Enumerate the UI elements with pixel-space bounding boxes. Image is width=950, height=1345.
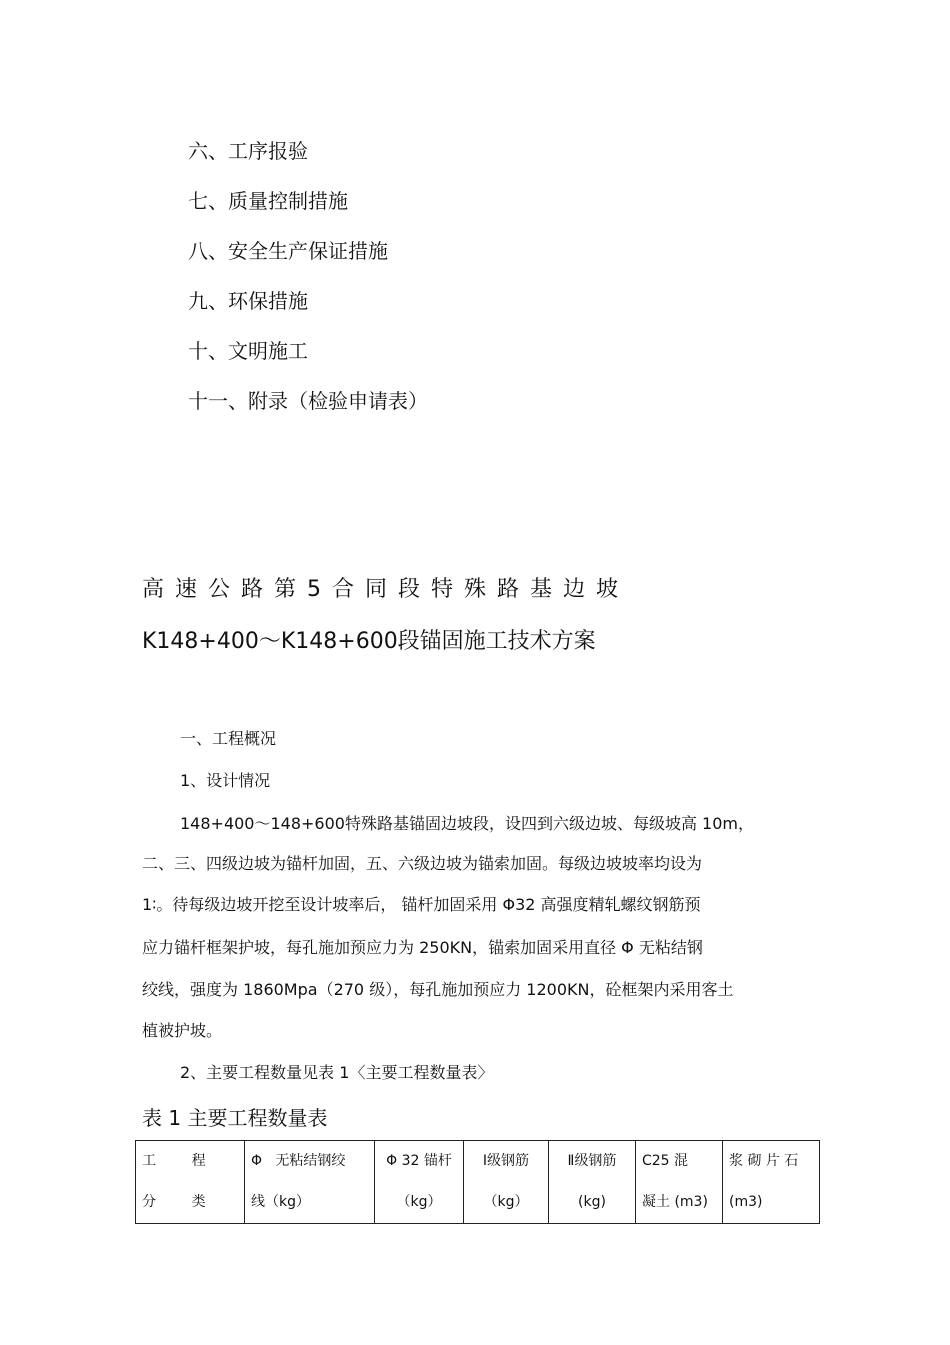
- table-header-row: [136, 1141, 820, 1224]
- paragraph-line: 绞线，强度为 1860Mpa（270 级），每孔施加预应力 1200KN，砼框架内采用客土: [142, 980, 734, 999]
- paragraph-line: 1∶。待每级边坡开挖至设计坡率后， 锚杆加固采用 Φ32 高强度精轧螺纹钢筋预: [142, 895, 701, 914]
- table-header-cell: Ⅰ级钢筋 （kg）: [464, 1141, 549, 1224]
- toc-item: 九、环保措施: [188, 289, 308, 313]
- toc-item: 六、工序报验: [188, 139, 308, 163]
- table-header-cell: Φ 无粘结钢绞 线（kg）: [245, 1141, 375, 1224]
- document-title-line2: K148+400～K148+600段锚固施工技术方案: [142, 629, 596, 654]
- table-header-cell: C25 混 凝土 (m3): [636, 1141, 723, 1224]
- table-header-cell: Ⅱ级钢筋 (kg): [549, 1141, 636, 1224]
- paragraph-line: 148+400～148+600特殊路基锚固边坡段，设四到六级边坡、每级坡高 10m，: [180, 814, 755, 833]
- toc-item: 十、文明施工: [188, 339, 308, 363]
- table-header-cell: 浆 砌 片 石 (m3): [723, 1141, 820, 1224]
- paragraph-line: 植被护坡。: [142, 1021, 223, 1040]
- table-of-contents: [188, 126, 428, 426]
- toc-item: 八、安全生产保证措施: [188, 239, 388, 263]
- paragraph-line: 应力锚杆框架护坡，每孔施加预应力为 250KN，锚索加固采用直径 Φ 无粘结钢: [142, 938, 703, 957]
- subsection-heading: 2、主要工程数量见表 1〈主要工程数量表〉: [180, 1063, 494, 1082]
- toc-item: 七、质量控制措施: [188, 189, 348, 213]
- quantity-table: [135, 1140, 820, 1224]
- document-title-line1: 高速公路第5合同段特殊路基边坡: [142, 577, 629, 602]
- table-header-cell: 工 程 分 类: [136, 1141, 245, 1224]
- section-heading: 一、工程概况: [180, 729, 277, 748]
- toc-item: 十一、附录（检验申请表）: [188, 389, 428, 413]
- paragraph-line: 二、三、四级边坡为锚杆加固，五、六级边坡为锚索加固。每级边坡坡率均设为: [142, 854, 703, 873]
- subsection-heading: 1、设计情况: [180, 771, 271, 790]
- table-caption: 表 1 主要工程数量表: [142, 1106, 328, 1130]
- table-header-cell: Φ 32 锚杆 （kg）: [375, 1141, 464, 1224]
